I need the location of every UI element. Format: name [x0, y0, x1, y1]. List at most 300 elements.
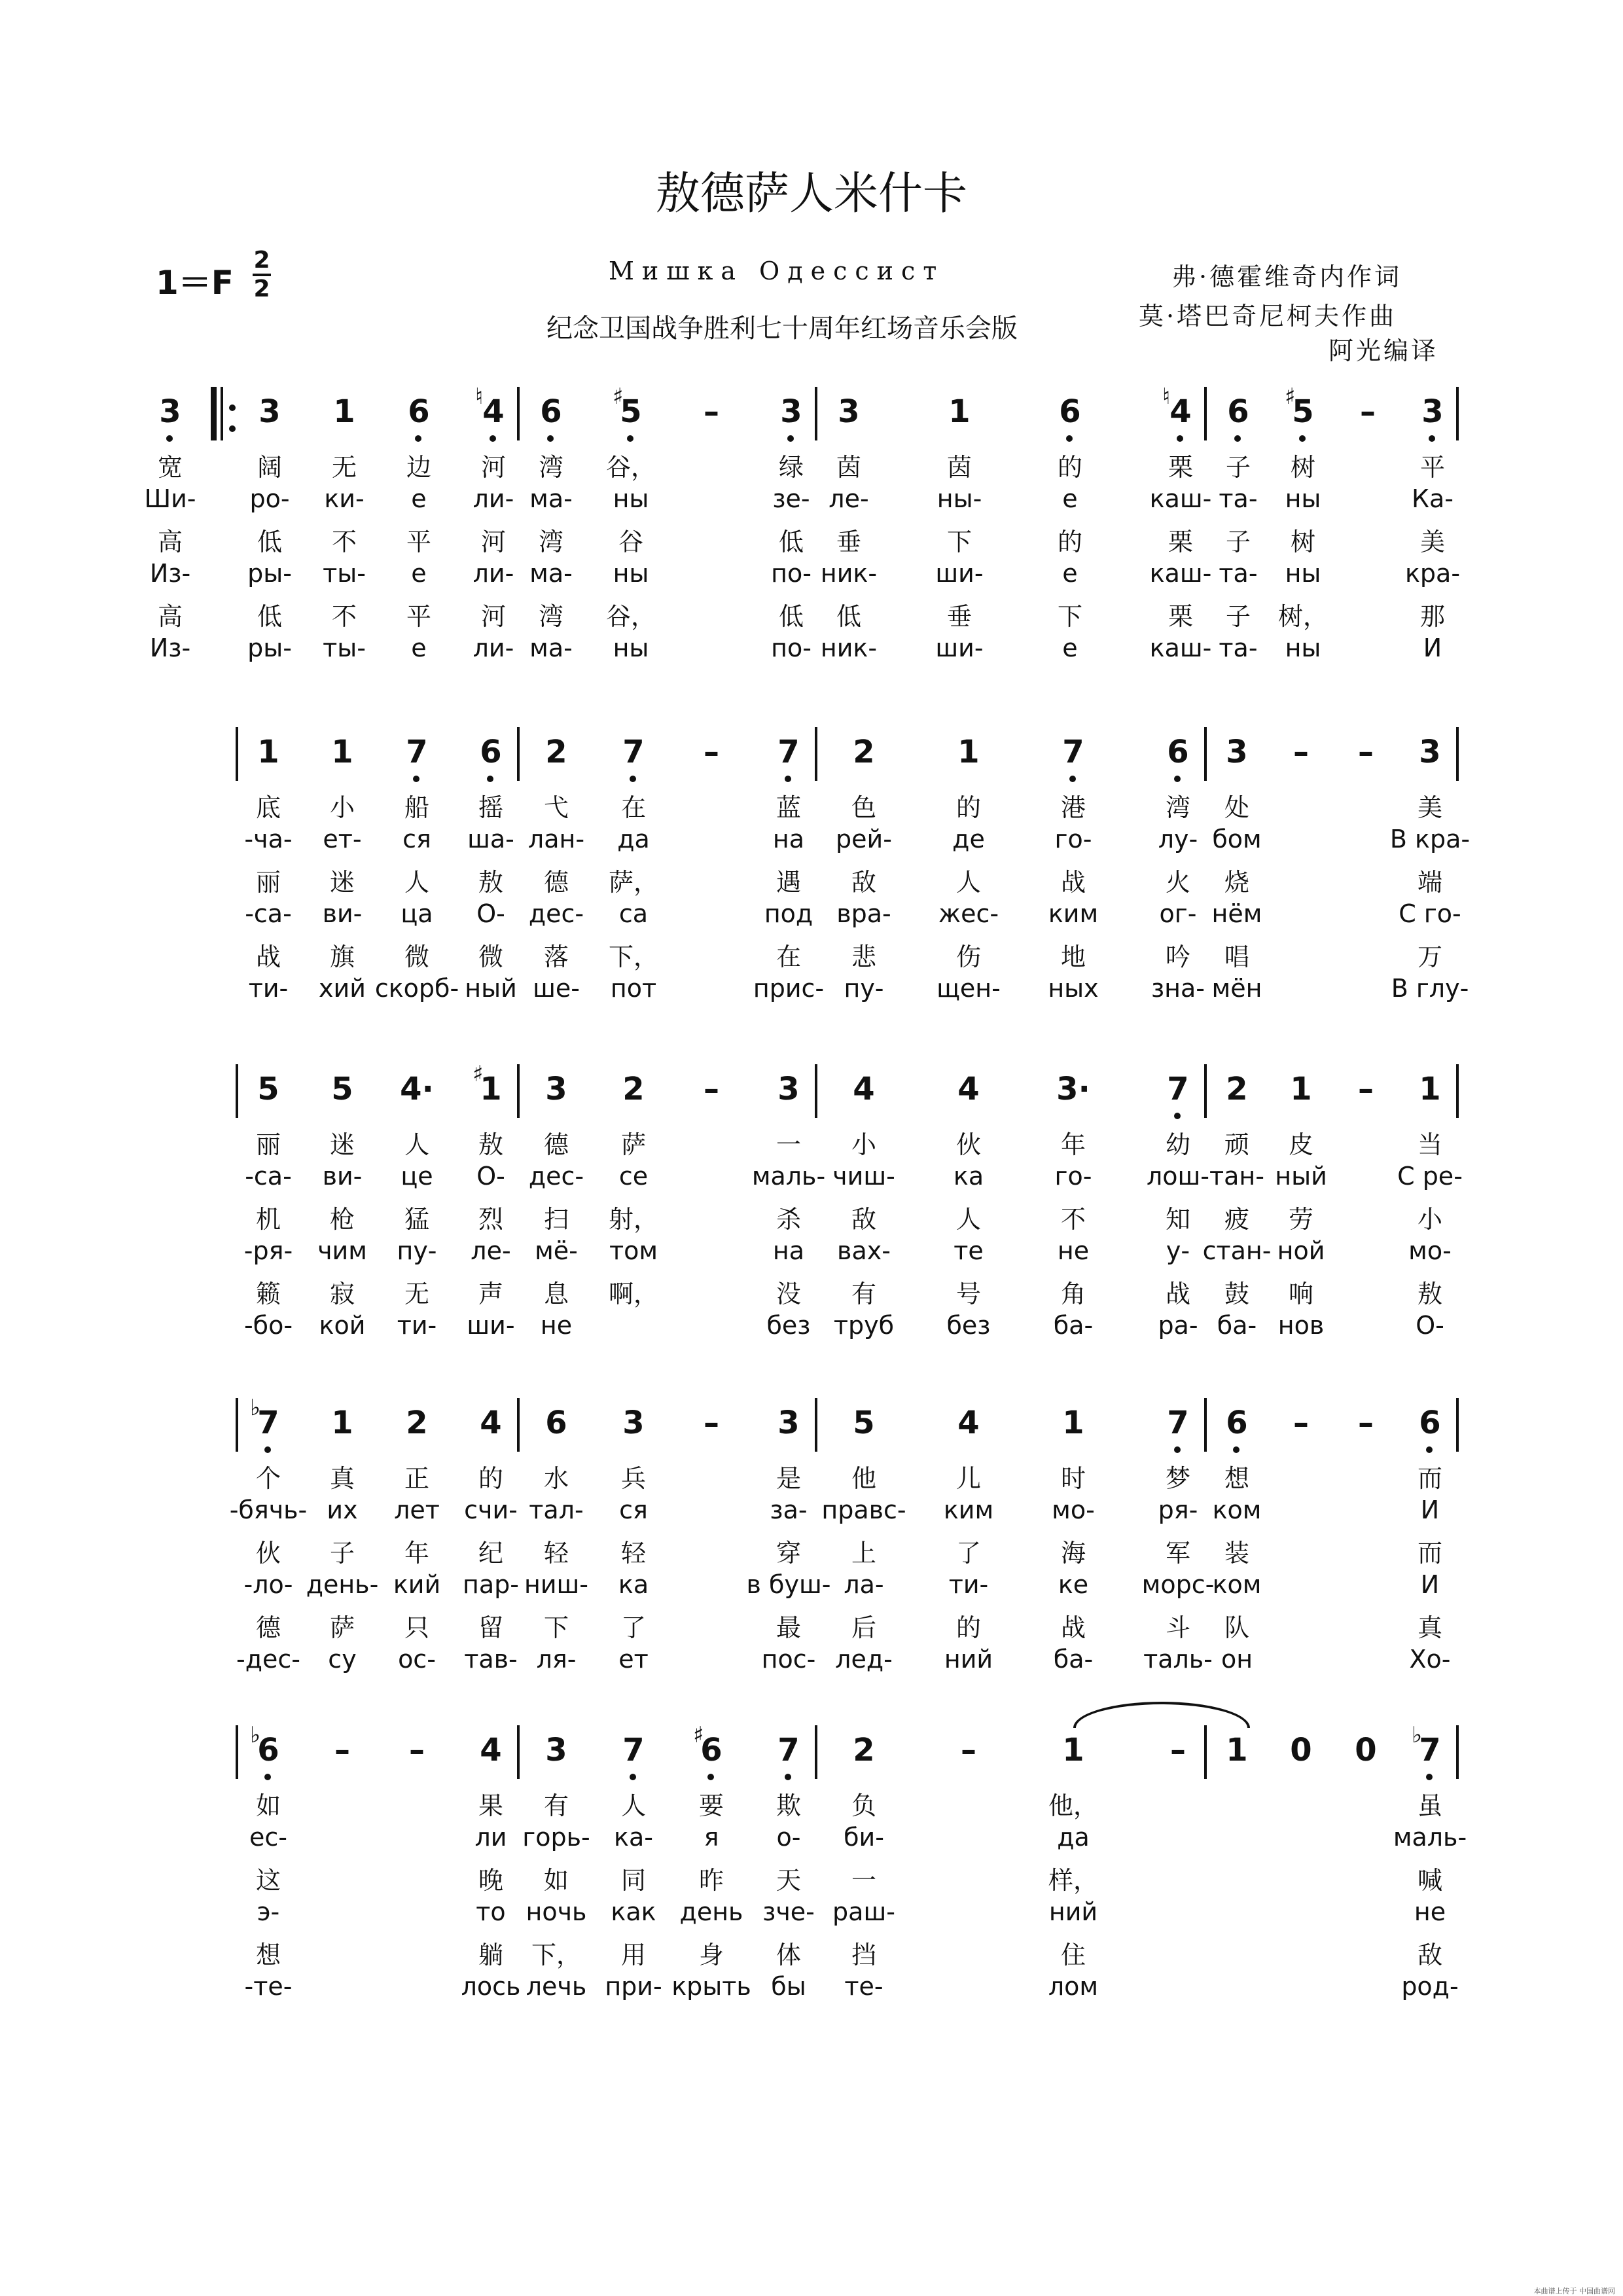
note: [249, 1722, 288, 1768]
lyric-syllable: вра-: [836, 899, 891, 928]
lyric-syllable: ки-: [324, 484, 365, 513]
note-digit: –: [704, 1405, 719, 1441]
lyric-syllable: -бо-: [243, 1311, 293, 1340]
lyric-syllable: 有: [543, 1791, 569, 1820]
lyric-syllable: 德: [543, 1130, 569, 1159]
note: [1410, 736, 1450, 768]
accidental: ♮: [475, 384, 484, 410]
note-digit: 1: [948, 393, 971, 430]
lyric-syllable: 敖: [478, 868, 503, 897]
note-digit: 3: [545, 1732, 567, 1768]
lyric-syllable: ким: [943, 1496, 994, 1524]
lyric-syllable: зче-: [762, 1897, 815, 1926]
note: [769, 1073, 808, 1105]
lyric-syllable: Из-: [149, 634, 191, 662]
lyric-syllable: ры-: [247, 634, 292, 662]
lyric-syllable: пу-: [844, 974, 884, 1003]
note-digit: 3: [545, 1071, 567, 1107]
lyric-syllable: 栗: [1168, 453, 1193, 482]
lyric-syllable: 他，: [1048, 1791, 1098, 1820]
lyric-syllable: 谷，: [605, 453, 656, 482]
lyric-syllable: 弋: [543, 793, 569, 822]
note-digit: 5: [620, 393, 642, 430]
lyric-syllable: 负: [851, 1791, 876, 1820]
site-footer: 本曲谱上传于 中国曲谱网: [1533, 2287, 1615, 2295]
lyric-syllable: 人: [955, 868, 981, 897]
lyric-syllable: 身: [698, 1941, 724, 1969]
lyric-syllable: 摇: [478, 793, 503, 822]
lyric-syllable: 港: [1060, 793, 1086, 822]
lyric-syllable: 挡: [851, 1941, 876, 1969]
note-digit: 1: [480, 1071, 502, 1107]
note: [1054, 1734, 1093, 1766]
note: [1346, 736, 1385, 768]
lyric-syllable: 不: [331, 528, 357, 556]
lyric-syllable: те-: [844, 1972, 883, 2001]
lyric-syllable: 谷: [618, 528, 643, 556]
note: [949, 1073, 988, 1105]
lyric-syllable: раш-: [832, 1897, 895, 1926]
barline: [1456, 1725, 1459, 1779]
lyric-syllable: на: [772, 825, 805, 853]
lyric-syllable: 晚: [478, 1866, 503, 1895]
lyric-syllable: да: [617, 825, 650, 853]
note: [397, 1734, 437, 1766]
note: [940, 393, 979, 430]
note: [614, 1407, 653, 1439]
note-digit: 4·: [400, 1071, 434, 1107]
time-signature-top: 2: [253, 247, 270, 274]
note: [471, 1734, 510, 1766]
note-digit: 6: [480, 734, 502, 770]
note-digit: –: [1358, 1405, 1374, 1441]
lyric-syllable: 栗: [1168, 528, 1193, 556]
lyric-syllable: 河: [480, 453, 506, 482]
lyric-syllable: 声: [478, 1280, 503, 1308]
lyric-syllable: 要: [698, 1791, 724, 1820]
lyric-syllable: э-: [257, 1897, 280, 1926]
barline: [815, 1064, 817, 1118]
lyric-syllable: ся: [619, 1496, 648, 1524]
lyric-syllable: ша-: [467, 825, 514, 853]
lyric-syllable: 的: [955, 793, 981, 822]
lyric-syllable: -са-: [245, 1162, 292, 1191]
lyric-syllable: ти-: [397, 1311, 437, 1340]
lyric-syllable: -са-: [245, 899, 292, 928]
accidental: ♭: [250, 1722, 261, 1748]
lyric-syllable: -ло-: [243, 1570, 293, 1599]
note: [692, 736, 731, 768]
lyric-syllable: не: [540, 1311, 573, 1340]
note-digit: 3: [777, 1405, 800, 1441]
lyric-syllable: ма-: [529, 634, 573, 662]
lyric-syllable: 平: [406, 602, 431, 631]
lyric-syllable: я: [704, 1823, 719, 1852]
lyric-syllable: 高: [157, 602, 183, 631]
lyric-syllable: 是: [776, 1464, 801, 1493]
accidental: ♯: [613, 384, 624, 410]
note: [611, 384, 651, 430]
lyric-syllable: за-: [770, 1496, 808, 1524]
lyric-syllable: е: [1062, 484, 1078, 513]
note: [1281, 736, 1321, 768]
note: [537, 1734, 576, 1766]
note-digit: 3: [838, 393, 860, 430]
lyric-syllable: 当: [1417, 1130, 1442, 1159]
lyric-syllable: та-: [1219, 634, 1258, 662]
lyric-syllable: он: [1221, 1645, 1253, 1674]
note-digit: 7: [1167, 1071, 1189, 1107]
lyric-syllable: ны: [613, 634, 649, 662]
lyric-syllable: 如: [255, 1791, 281, 1820]
note-digit: 4: [957, 1405, 980, 1441]
lyric-syllable: ви-: [322, 1162, 363, 1191]
lyric-syllable: 疲: [1224, 1205, 1249, 1234]
note: [1217, 736, 1257, 768]
lyric-syllable: ний: [1048, 1897, 1098, 1926]
lyric-syllable: 敖: [478, 1130, 503, 1159]
note-digit: 3: [159, 393, 181, 430]
lyric-syllable: зе-: [772, 484, 810, 513]
lyric-syllable: 一: [851, 1866, 876, 1895]
repeat-barline-thick: [211, 387, 217, 440]
lyric-syllable: 遇: [776, 868, 801, 897]
lyric-syllable: 微: [404, 942, 429, 971]
lyric-syllable: 战: [1060, 1613, 1086, 1642]
lyric-syllable: мо-: [1052, 1496, 1095, 1524]
lyric-syllable: су: [328, 1645, 357, 1674]
note-digit: –: [1358, 1071, 1374, 1107]
lyric-syllable: 有: [851, 1280, 876, 1308]
lyric-syllable: 蓝: [776, 793, 801, 822]
lyric-syllable: 想: [1224, 1464, 1249, 1493]
note: [1410, 1407, 1450, 1439]
lyric-syllable: та-: [1219, 484, 1258, 513]
note: [614, 736, 653, 768]
lyric-syllable: Ши-: [144, 484, 196, 513]
lyric-syllable: пос-: [761, 1645, 816, 1674]
lyric-syllable: 树: [1290, 528, 1315, 556]
note: [1050, 393, 1090, 430]
note: [249, 736, 288, 768]
lyric-syllable: ля-: [536, 1645, 577, 1674]
note-digit: 5: [853, 1405, 875, 1441]
lyric-syllable: ны: [613, 559, 649, 588]
note: [323, 1734, 362, 1766]
lyric-syllable: 籁: [255, 1280, 281, 1308]
lyric-syllable: О-: [476, 899, 505, 928]
lyric-syllable: 下，: [531, 1941, 581, 1969]
lyric-syllable: 住: [1060, 1941, 1086, 1969]
lyric-syllable: чим: [317, 1236, 367, 1265]
lyric-syllable: 色: [851, 793, 876, 822]
note-digit: 3: [777, 1071, 800, 1107]
lyric-syllable: 湾: [538, 528, 563, 556]
note: [769, 1407, 808, 1439]
edition-subtitle: 纪念卫国战争胜利七十周年红场音乐会版: [546, 314, 1018, 344]
note-digit: 7: [1419, 1732, 1441, 1768]
lyric-syllable: 后: [851, 1613, 876, 1642]
lyric-syllable: ря-: [1158, 1496, 1198, 1524]
lyric-syllable: 萨，: [608, 868, 658, 897]
note: [249, 1395, 288, 1441]
note: [1346, 1407, 1385, 1439]
lyric-syllable: 落: [543, 942, 569, 971]
note: [692, 1722, 731, 1768]
lyric-syllable: ла-: [844, 1570, 884, 1599]
lyric-syllable: без: [946, 1311, 991, 1340]
note: [323, 1407, 362, 1439]
note-digit: 1: [1290, 1071, 1312, 1107]
lyric-syllable: О-: [1416, 1311, 1444, 1340]
lyric-syllable: 装: [1224, 1539, 1249, 1568]
lyric-syllable: счи-: [464, 1496, 518, 1524]
lyric-syllable: вах-: [837, 1236, 891, 1265]
lyric-syllable: 留: [478, 1613, 503, 1642]
lyric-syllable: 响: [1288, 1280, 1313, 1308]
lyric-syllable: С ре-: [1397, 1162, 1463, 1191]
note-digit: –: [1170, 1732, 1186, 1768]
note-digit: –: [1293, 1405, 1309, 1441]
lyric-syllable: 时: [1060, 1464, 1086, 1493]
lyric-syllable: 河: [480, 602, 506, 631]
note-digit: 7: [257, 1405, 279, 1441]
lyric-syllable: ос-: [398, 1645, 436, 1674]
lyric-syllable: 德: [255, 1613, 281, 1642]
lyric-syllable: 处: [1224, 793, 1249, 822]
lyric-syllable: 儿: [955, 1464, 981, 1493]
note-digit: 2: [406, 1405, 428, 1441]
lyric-syllable: 虽: [1417, 1791, 1442, 1820]
note: [397, 1407, 437, 1439]
lyric-syllable: 下: [543, 1613, 569, 1642]
note: [1158, 1734, 1198, 1766]
repeat-dot: [229, 425, 236, 432]
lyric-syllable: лом: [1048, 1972, 1099, 2001]
lyric-syllable: день: [679, 1897, 743, 1926]
lyric-syllable: кий: [393, 1570, 441, 1599]
lyric-syllable: да: [1057, 1823, 1090, 1852]
lyric-syllable: 用: [620, 1941, 646, 1969]
lyric-syllable: 了: [955, 1539, 981, 1568]
lyricist-credit: 弗·德霍维奇内作词: [1171, 262, 1402, 291]
lyric-syllable: ка: [953, 1162, 984, 1191]
note-digit: 5: [257, 1071, 279, 1107]
lyric-syllable: не: [1057, 1236, 1090, 1265]
lyric-syllable: стан-: [1202, 1236, 1272, 1265]
lyric-syllable: под: [764, 899, 813, 928]
lyric-syllable: 小: [329, 793, 355, 822]
lyric-syllable: 劳: [1288, 1205, 1313, 1234]
lyric-syllable: крыть: [671, 1972, 751, 2001]
note-digit: –: [704, 393, 719, 430]
lyric-syllable: 伙: [255, 1539, 281, 1568]
note: [537, 1073, 576, 1105]
lyric-syllable: 人: [955, 1205, 981, 1234]
lyric-syllable: 宽: [157, 453, 183, 482]
lyric-syllable: 杀: [776, 1205, 801, 1234]
note-digit: –: [704, 1071, 719, 1107]
lyric-syllable: -ря-: [243, 1236, 293, 1265]
note: [614, 1073, 653, 1105]
lyric-syllable: лош-: [1146, 1162, 1210, 1191]
lyric-syllable: е: [411, 559, 427, 588]
note: [250, 393, 289, 430]
note-digit: –: [334, 1732, 350, 1768]
lyric-syllable: ли-: [473, 484, 514, 513]
lyric-syllable: ши-: [935, 559, 984, 588]
lyric-syllable: ли-: [473, 559, 514, 588]
lyric-syllable: ес-: [249, 1823, 287, 1852]
lyric-syllable: ти-: [248, 974, 289, 1003]
barline: [815, 1398, 817, 1452]
lyric-syllable: 无: [331, 453, 357, 482]
note-digit: 6: [257, 1732, 279, 1768]
barline: [1204, 387, 1207, 440]
lyric-syllable: 轻: [620, 1539, 646, 1568]
lyric-syllable: кой: [319, 1311, 366, 1340]
note-digit: 2: [1226, 1071, 1248, 1107]
russian-title: Мишка Одессист: [609, 257, 945, 285]
lyric-syllable: каш-: [1149, 484, 1212, 513]
lyric-syllable: ком: [1212, 1496, 1262, 1524]
lyric-syllable: 迷: [329, 1130, 355, 1159]
lyric-syllable: ет: [618, 1645, 649, 1674]
accidental: ♮: [1162, 384, 1171, 410]
note: [772, 393, 811, 430]
lyric-syllable: 知: [1165, 1205, 1190, 1234]
lyric-syllable: 垂: [946, 602, 972, 631]
lyric-syllable: мо-: [1408, 1236, 1452, 1265]
note-digit: 1: [1226, 1732, 1248, 1768]
lyric-syllable: тан-: [1209, 1162, 1264, 1191]
lyric-syllable: -дес-: [236, 1645, 300, 1674]
lyric-syllable: мён: [1211, 974, 1262, 1003]
lyric-syllable: ты-: [323, 634, 366, 662]
note-digit: 3: [1419, 734, 1441, 770]
lyric-syllable: 茵: [946, 453, 972, 482]
lyric-syllable: 战: [1165, 1280, 1190, 1308]
lyric-syllable: Ка-: [1412, 484, 1454, 513]
lyric-syllable: 战: [1060, 868, 1086, 897]
lyric-syllable: 底: [255, 793, 281, 822]
lyric-syllable: 地: [1060, 942, 1086, 971]
lyric-syllable: 船: [404, 793, 429, 822]
lyric-syllable: е: [1062, 559, 1078, 588]
lyric-syllable: 子: [1225, 602, 1251, 631]
note: [949, 1734, 988, 1766]
lyric-syllable: тал-: [529, 1496, 584, 1524]
lyric-syllable: 人: [404, 868, 429, 897]
lyric-syllable: 伤: [955, 942, 981, 971]
note: [1410, 1073, 1450, 1105]
lyric-syllable: ны: [1285, 559, 1321, 588]
lyric-syllable: Из-: [149, 559, 191, 588]
accidental: ♭: [250, 1395, 261, 1421]
lyric-syllable: 下: [1057, 602, 1082, 631]
lyric-syllable: морс-: [1141, 1570, 1215, 1599]
lyric-syllable: в буш-: [746, 1570, 831, 1599]
note-digit: 3: [1421, 393, 1444, 430]
lyric-syllable: бом: [1212, 825, 1262, 853]
lyric-syllable: пар-: [463, 1570, 519, 1599]
lyric-syllable: мё-: [535, 1236, 578, 1265]
note: [325, 393, 364, 430]
note-digit: 6: [1059, 393, 1081, 430]
lyric-syllable: 最: [776, 1613, 801, 1642]
note: [1158, 1073, 1198, 1105]
note-digit: 4: [957, 1071, 980, 1107]
lyric-syllable: 湾: [538, 453, 563, 482]
lyric-syllable: 了: [620, 1613, 646, 1642]
note: [397, 1073, 437, 1105]
note-digit: 3: [259, 393, 281, 430]
note: [949, 1407, 988, 1439]
lyric-syllable: зна-: [1150, 974, 1205, 1003]
lyric-syllable: В кра-: [1389, 825, 1471, 853]
lyric-syllable: ба-: [1053, 1311, 1094, 1340]
note: [614, 1734, 653, 1766]
lyric-syllable: ка-: [614, 1823, 653, 1852]
note: [1346, 1073, 1385, 1105]
lyric-syllable: 年: [404, 1539, 429, 1568]
note: [1348, 393, 1387, 430]
lyric-syllable: 湾: [538, 602, 563, 631]
lyric-syllable: ким: [1048, 899, 1099, 928]
lyric-syllable: день-: [306, 1570, 379, 1599]
note: [1054, 1073, 1093, 1105]
lyric-syllable: ли: [474, 1823, 507, 1852]
note-digit: 3: [780, 393, 802, 430]
lyric-syllable: ны: [1285, 484, 1321, 513]
time-signature: [249, 247, 275, 302]
lyric-syllable: И: [1420, 1496, 1440, 1524]
lyric-syllable: 萨: [329, 1613, 355, 1642]
lyric-syllable: лан-: [527, 825, 585, 853]
lyric-syllable: ночь: [526, 1897, 587, 1926]
lyric-syllable: 迷: [329, 868, 355, 897]
lyric-syllable: нов: [1277, 1311, 1325, 1340]
note-digit: 4: [480, 1405, 502, 1441]
note-digit: 7: [777, 734, 800, 770]
lyric-syllable: 正: [404, 1464, 429, 1493]
lyric-syllable: 万: [1417, 942, 1442, 971]
barline: [517, 387, 520, 440]
note: [249, 1073, 288, 1105]
lyric-syllable: ник-: [820, 559, 878, 588]
lyric-syllable: 唱: [1224, 942, 1249, 971]
lyric-syllable: ны: [1285, 634, 1321, 662]
note: [844, 1407, 883, 1439]
note-digit: 1: [957, 734, 980, 770]
lyric-syllable: бы: [771, 1972, 806, 2001]
accidental: ♯: [1285, 384, 1296, 410]
note: [949, 736, 988, 768]
lyric-syllable: прис-: [753, 974, 825, 1003]
note: [1217, 1734, 1257, 1766]
lyric-syllable: 昨: [698, 1866, 724, 1895]
lyric-syllable: таль-: [1143, 1645, 1213, 1674]
barline: [1456, 727, 1459, 781]
note: [323, 736, 362, 768]
accidental: ♯: [473, 1061, 484, 1087]
lyric-syllable: 扫: [543, 1205, 569, 1234]
note-digit: 4: [480, 1732, 502, 1768]
note-digit: 4: [1169, 393, 1192, 430]
lyric-syllable: правс-: [821, 1496, 906, 1524]
note: [692, 1407, 731, 1439]
lyric-syllable: 轻: [543, 1539, 569, 1568]
